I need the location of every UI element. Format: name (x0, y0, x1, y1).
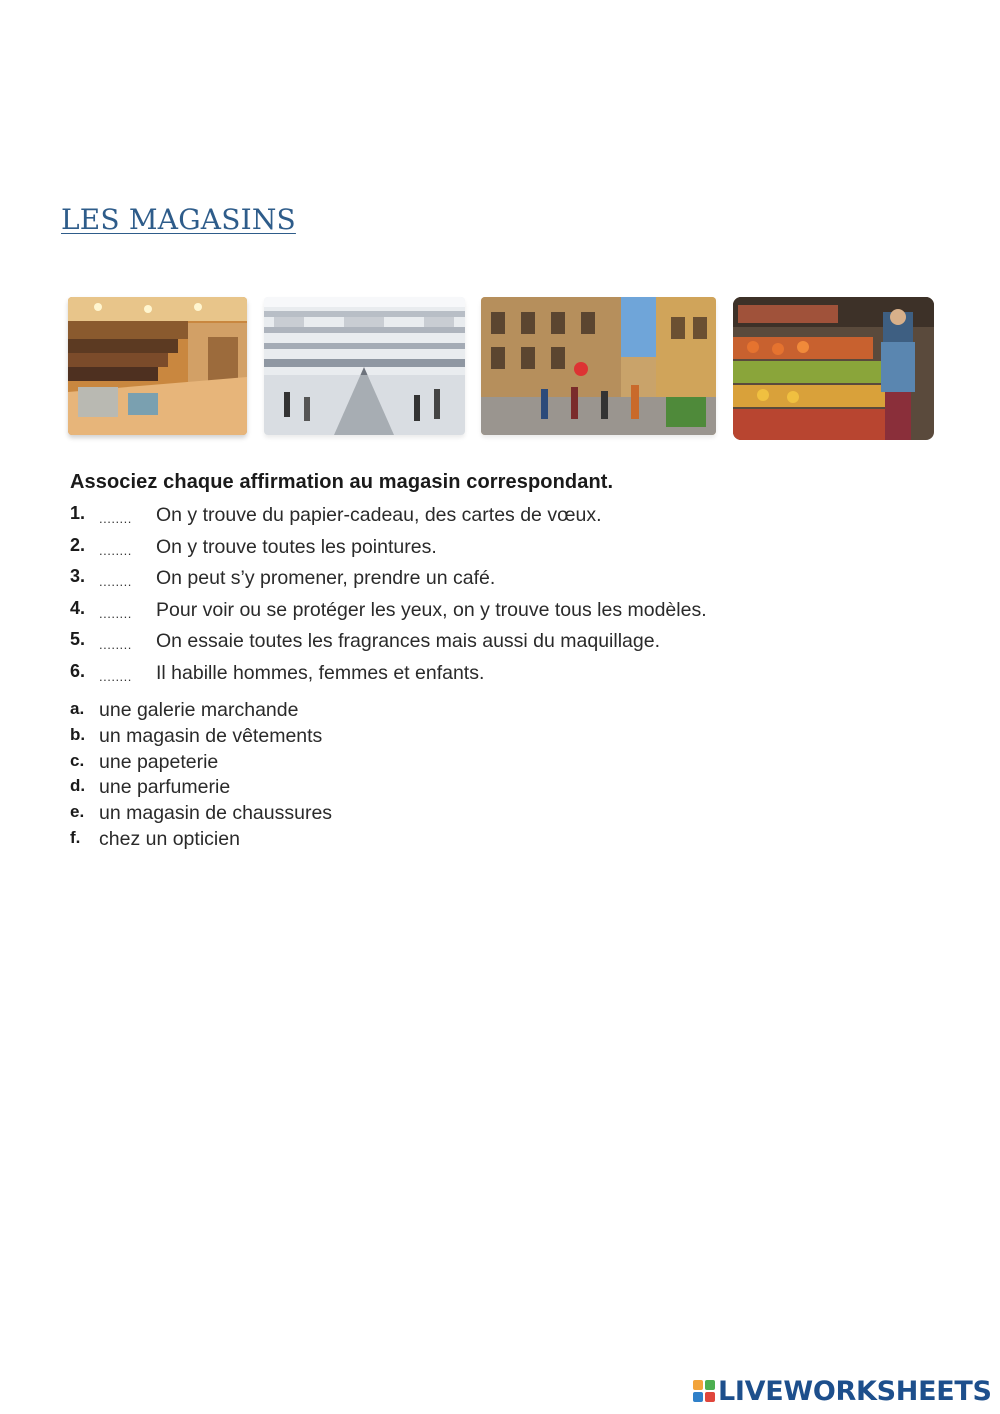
option-letter: c. (70, 750, 85, 770)
option-letter: e. (70, 802, 85, 822)
statement-number: 6. (70, 660, 86, 681)
answer-blank[interactable]: ........ (99, 605, 132, 621)
answer-blank[interactable]: ........ (99, 511, 132, 526)
statement-text: On y trouve toutes les pointures. (156, 535, 437, 558)
answer-blank[interactable]: ........ (99, 668, 132, 684)
option-text: un magasin de chaussures (99, 802, 333, 825)
statement-text: Pour voir ou se protéger les yeux, on y trouve tous les modèles. (156, 598, 707, 621)
option-text: un magasin de vêtements (99, 724, 323, 747)
logo-tile (705, 1380, 715, 1390)
option-text: une papeterie (99, 750, 219, 773)
option-letter: a. (70, 699, 85, 718)
statement-number: 1. (70, 503, 86, 523)
statement-number: 3. (70, 566, 86, 587)
liveworksheets-icon (693, 1380, 715, 1402)
option-text: une galerie marchande (99, 699, 299, 721)
marche-fruits-photo (733, 297, 934, 440)
brand-name: LIVEWORKSHEETS (718, 1375, 992, 1407)
logo-tile (693, 1392, 703, 1402)
answer-blank[interactable]: ........ (99, 574, 132, 590)
answer-blank[interactable]: ........ (99, 542, 132, 558)
rue-commercante-photo (481, 297, 716, 435)
exercise-instruction: Associez chaque affirmation au magasin correspondant. (70, 471, 614, 493)
statement-text: On y trouve du papier-cadeau, des cartes de vœux. (156, 504, 602, 526)
statement-text: On peut s’y promener, prendre un café. (156, 567, 496, 590)
option-text: une parfumerie (99, 776, 231, 799)
statement-text: Il habille hommes, femmes et enfants. (156, 661, 485, 684)
statement-text: On essaie toutes les fragrances mais aussi du maquillage. (156, 630, 661, 653)
statement-number: 4. (70, 597, 86, 618)
statement-number: 2. (70, 534, 86, 555)
option-letter: d. (70, 776, 86, 796)
logo-tile (693, 1380, 703, 1390)
answer-blank[interactable]: ........ (99, 637, 132, 653)
galerie-marchande-photo (264, 297, 465, 435)
liveworksheets-logo[interactable] (693, 1374, 992, 1408)
photo-strip (0, 297, 1000, 447)
page-title: LES MAGASINS (61, 203, 296, 236)
option-letter: f. (70, 827, 81, 847)
option-text: chez un opticien (99, 827, 240, 850)
option-letter: b. (70, 724, 86, 744)
logo-tile (705, 1392, 715, 1402)
statement-number: 5. (70, 629, 86, 650)
papeterie-photo (68, 297, 247, 435)
